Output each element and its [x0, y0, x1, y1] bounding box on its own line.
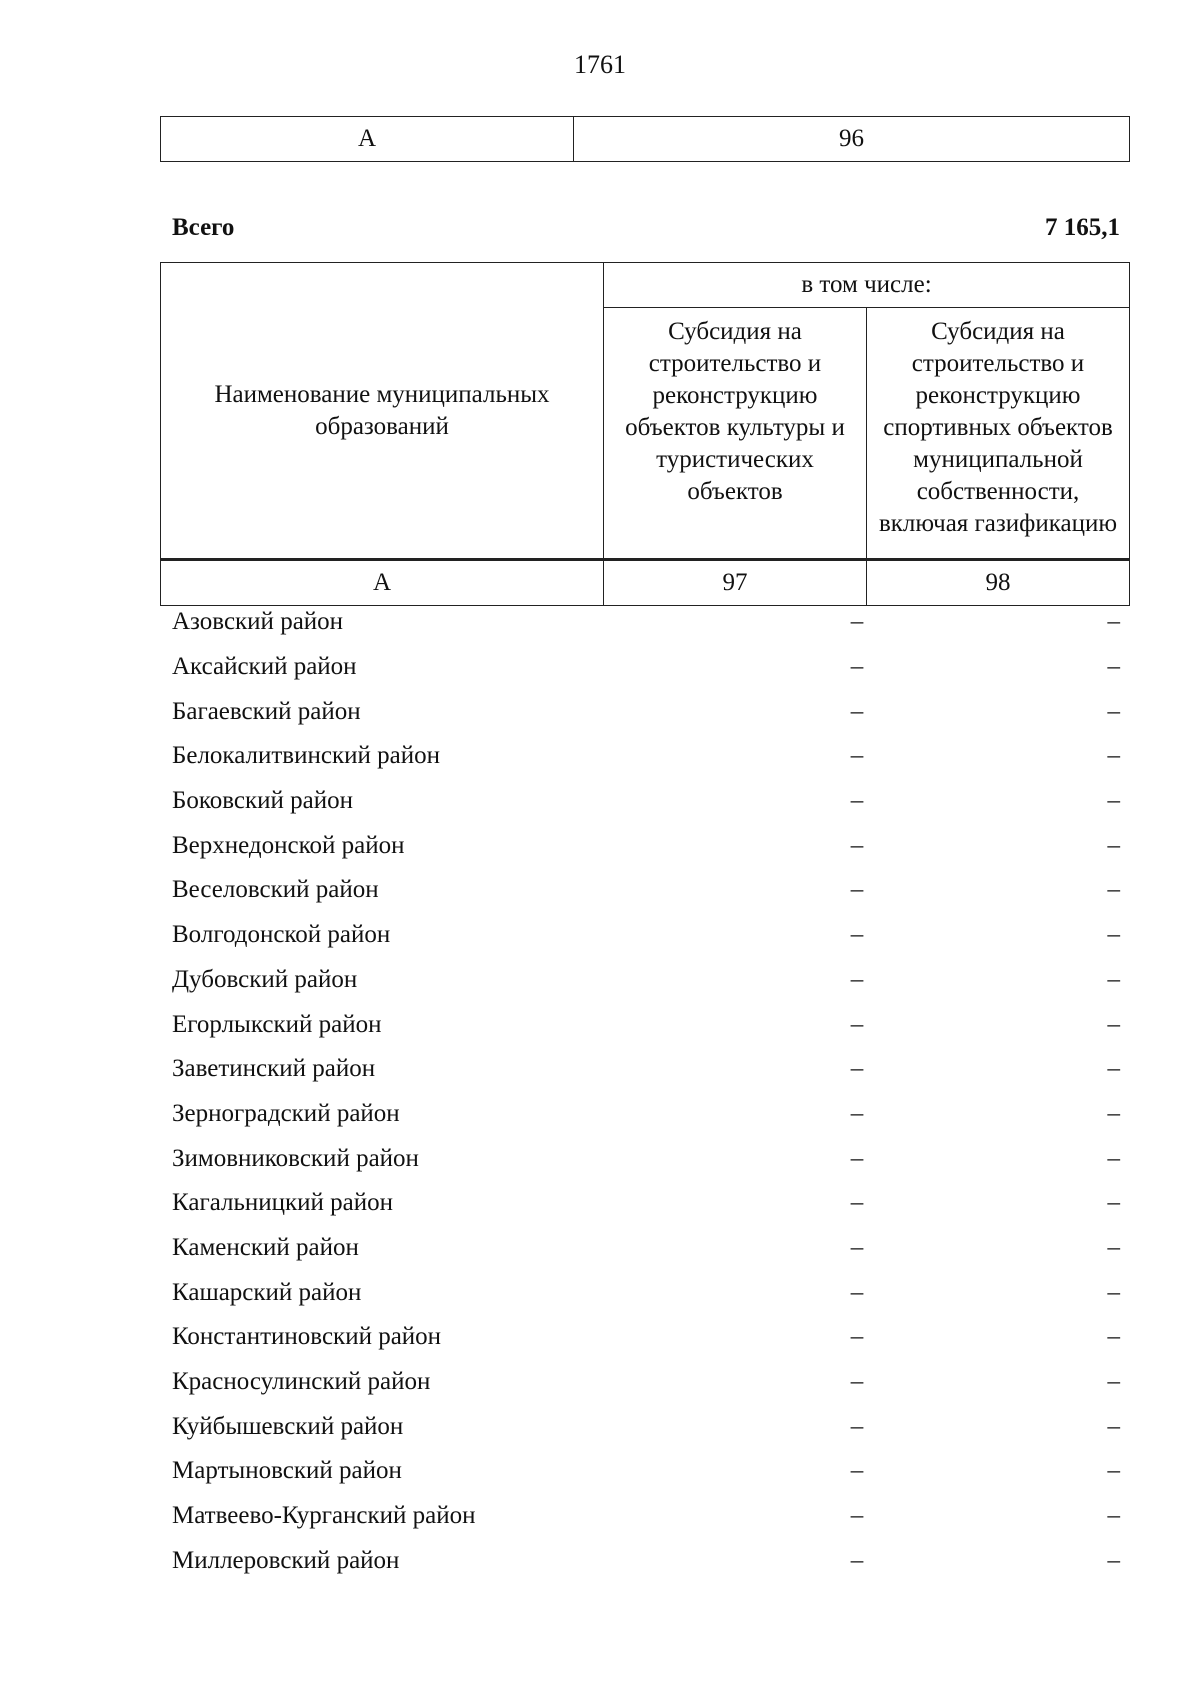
row-value-97: – [850, 742, 864, 770]
top-table-col-a: А [161, 117, 574, 161]
row-value-98: – [1107, 921, 1120, 949]
row-municipality-name: Миллеровский район [172, 1546, 400, 1574]
table-row [172, 1092, 1120, 1137]
row-value-97: – [850, 1457, 864, 1485]
row-value-98: – [1107, 1099, 1120, 1127]
row-value-98: – [1107, 1323, 1120, 1351]
table-row [172, 1404, 1120, 1449]
row-value-98: – [1107, 1189, 1120, 1217]
row-value-97: – [850, 787, 864, 815]
row-value-98: – [1107, 1412, 1120, 1440]
row-municipality-name: Кашарский район [172, 1278, 362, 1306]
header-including: в том числе: [604, 263, 1130, 308]
row-value-98: – [1107, 1502, 1120, 1530]
index-col-98: 98 [867, 560, 1130, 606]
row-value-97: – [850, 876, 864, 904]
row-municipality-name: Мартыновский район [172, 1457, 402, 1485]
total-label: Всего [172, 214, 235, 241]
row-value-97: – [850, 697, 864, 725]
subsidy-table-header [160, 262, 1130, 606]
row-value-97: – [850, 1412, 864, 1440]
row-municipality-name: Зерноградский район [172, 1099, 400, 1127]
row-value-97: – [850, 1323, 864, 1351]
header-col-97: Субсидия на строительство и реконструкцию объектов культуры и туристических объектов [604, 308, 867, 560]
row-municipality-name: Волгодонской район [172, 921, 391, 949]
row-value-97: – [850, 1010, 864, 1038]
table-row [172, 1002, 1120, 1047]
municipality-list [172, 600, 1120, 1583]
row-municipality-name: Белокалитвинский район [172, 742, 440, 770]
row-value-97: – [850, 1233, 864, 1261]
top-table-col-96: 96 [839, 125, 864, 152]
table-row [172, 868, 1120, 913]
table-row [172, 1226, 1120, 1271]
table-row [172, 1181, 1120, 1226]
row-value-98: – [1107, 608, 1120, 636]
row-value-97: – [850, 1278, 864, 1306]
header-col-98: Субсидия на строительство и реконструкцию спортивных объектов муниципальной собственности, включая газификацию [867, 308, 1130, 560]
table-row [172, 1538, 1120, 1583]
row-value-98: – [1107, 1457, 1120, 1485]
row-value-98: – [1107, 965, 1120, 993]
continuation-table-header [160, 116, 1130, 162]
row-value-98: – [1107, 1233, 1120, 1261]
row-value-98: – [1107, 1010, 1120, 1038]
row-value-98: – [1107, 787, 1120, 815]
row-value-97: – [850, 1546, 864, 1574]
row-municipality-name: Куйбышевский район [172, 1412, 404, 1440]
row-municipality-name: Азовский район [172, 608, 344, 636]
table-row [172, 600, 1120, 645]
row-value-97: – [850, 831, 864, 859]
table-row [172, 1360, 1120, 1405]
row-value-98: – [1107, 1055, 1120, 1083]
row-municipality-name: Дубовский район [172, 965, 358, 993]
row-value-98: – [1107, 697, 1120, 725]
table-row [172, 689, 1120, 734]
row-municipality-name: Матвеево-Курганский район [172, 1502, 476, 1530]
table-row [172, 1136, 1120, 1181]
row-value-97: – [850, 1144, 864, 1172]
row-value-97: – [850, 1099, 864, 1127]
table-row [172, 1315, 1120, 1360]
table-row [172, 1494, 1120, 1539]
table-row [172, 734, 1120, 779]
row-municipality-name: Красносулинский район [172, 1368, 431, 1396]
row-value-98: – [1107, 1368, 1120, 1396]
row-municipality-name: Веселовский район [172, 876, 379, 904]
row-value-97: – [850, 921, 864, 949]
total-value: 7 165,1 [1045, 214, 1120, 241]
table-row [172, 645, 1120, 690]
row-value-98: – [1107, 742, 1120, 770]
index-col-97: 97 [604, 560, 867, 606]
total-row [172, 214, 1120, 242]
row-value-97: – [850, 1055, 864, 1083]
row-municipality-name: Боковский район [172, 787, 353, 815]
page-number: 1761 [574, 50, 626, 79]
row-value-98: – [1107, 831, 1120, 859]
row-value-97: – [850, 653, 864, 681]
table-row [172, 823, 1120, 868]
table-row [172, 1047, 1120, 1092]
row-municipality-name: Багаевский район [172, 697, 361, 725]
row-value-98: – [1107, 1546, 1120, 1574]
row-value-97: – [850, 1189, 864, 1217]
row-value-98: – [1107, 653, 1120, 681]
row-value-98: – [1107, 1144, 1120, 1172]
index-col-a: А [161, 560, 604, 606]
row-municipality-name: Аксайский район [172, 653, 357, 681]
header-municipality-name: Наименование муниципальных образований [161, 263, 604, 560]
row-municipality-name: Верхнедонской район [172, 831, 405, 859]
row-value-97: – [850, 965, 864, 993]
row-municipality-name: Егорлыкский район [172, 1010, 382, 1038]
row-municipality-name: Константиновский район [172, 1323, 442, 1351]
row-municipality-name: Каменский район [172, 1233, 359, 1261]
row-value-97: – [850, 1368, 864, 1396]
table-row [172, 779, 1120, 824]
row-municipality-name: Заветинский район [172, 1055, 376, 1083]
row-municipality-name: Кагальницкий район [172, 1189, 394, 1217]
row-value-97: – [850, 608, 864, 636]
table-row [172, 958, 1120, 1003]
row-value-98: – [1107, 876, 1120, 904]
table-row [172, 1449, 1120, 1494]
row-value-98: – [1107, 1278, 1120, 1306]
row-value-97: – [850, 1502, 864, 1530]
row-municipality-name: Зимовниковский район [172, 1144, 419, 1172]
table-row [172, 1270, 1120, 1315]
table-row [172, 913, 1120, 958]
